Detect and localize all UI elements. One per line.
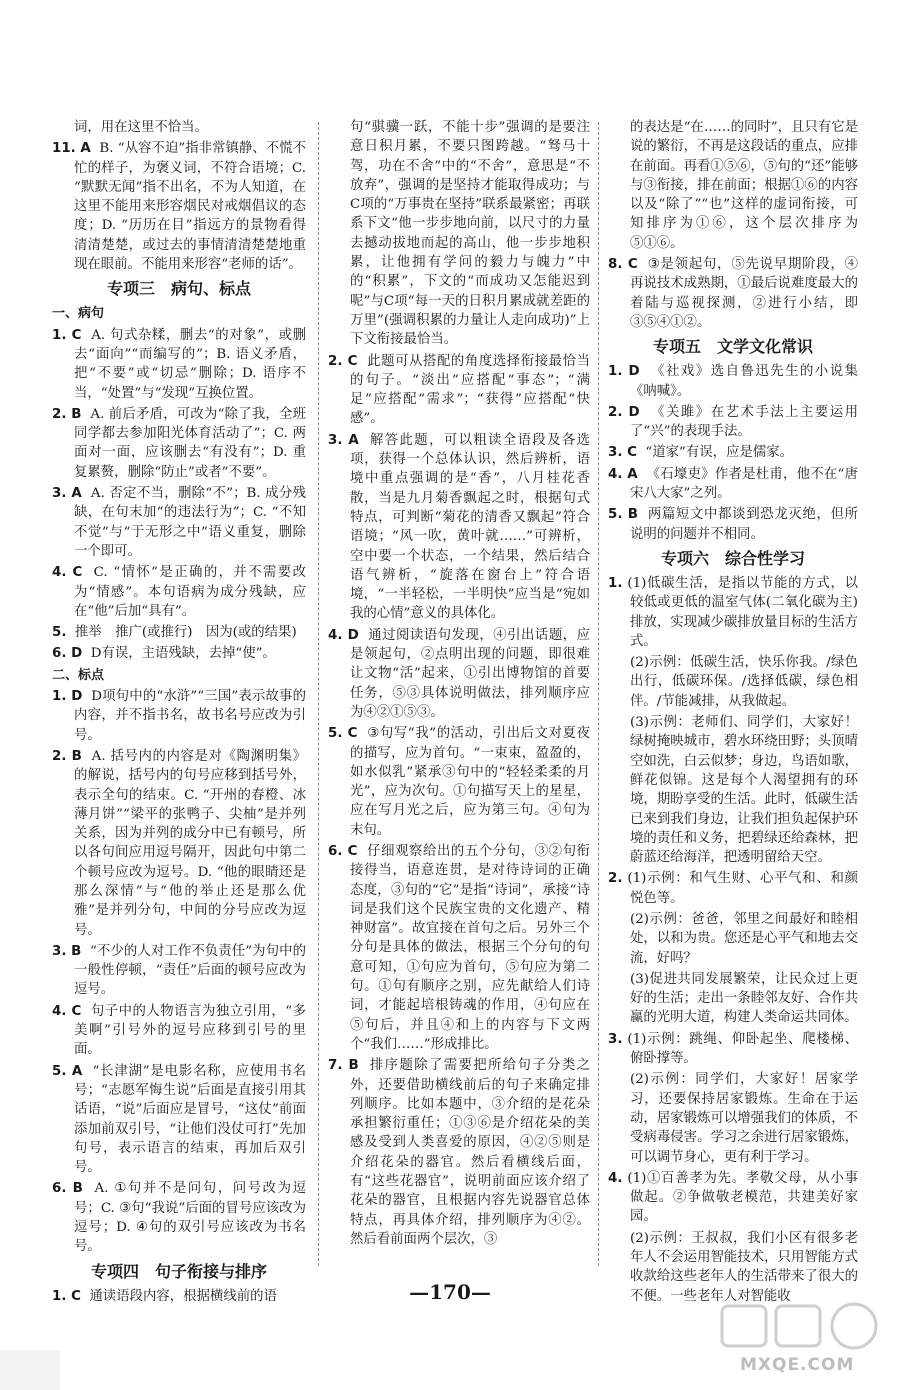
answer-item: 8. C ③是领起句，⑤先说早期阶段，④再说技术成熟期，①最后说难度最大的着陆与巡视探测，②进行小结，即③⑤④①②。 (608, 257, 858, 330)
subsection-title: 一、病句 (52, 306, 105, 322)
answer-item: 5. B 两篇短文中都谈到恐龙灭绝，但所说明的问题并不相同。 (608, 507, 859, 542)
answer-item: 5. 推举 推广(或推行) 因为(或的结果) (52, 625, 297, 641)
continued-text: 的表达是“在……的同时”，且只有它是说的繁衍，不再是这段话的重点，应排在前面。再看①⑤⑥，⑤句的“还”能够与③衔接，排在前面；根据①⑥的内容以及“除了”“也”这样的虚词衔接，可知排序为①⑥，这个层次排序为⑤①⑥。 (630, 120, 858, 251)
column-left (52, 118, 306, 1308)
answer-item: 5. A “长津湖”是电影名称，应使用书名号；“志愿军悔生说”后面是直接引用其话语，“说”后面应是冒号，“这仗”前面添加前双引号，“让他们没仗可打”先加句号，表示语言的结束，再加后双引号。 (52, 1063, 306, 1176)
answer-item: 2. B A. 括号内的内容是对《陶渊明集》的解说，括号内的句号应移到括号外，表示全句的结束。C. “开州的春橙、冰薄月饼”“梁平的张鸭子、尖柚”是并列关系，因为并列的成分中已有顿号，所以各句间应用逗号隔开，因此句中第二个顿号应改为逗号。D. “他的眼睛还是那么深情”与“他的举止还是那么优雅”是并列分句，中间的分号应改为逗号。 (52, 748, 307, 938)
section-title: 专项五 文学文化常识 (652, 337, 813, 357)
answer-text: B. “从容不迫”指非常镇静、不慌不忙的样子，为褒义词，不符合语境；C. “默默无闻”指不出名，不为人知道，在这里不能用来形容烟民对戒烟倡议的态度；D. “历历在目”指远方的景物看得清清楚楚，或过去的事情清清楚楚地重现在眼前。不能用来形容“老师的话”。 (74, 141, 307, 273)
answer-item: 1. C 通读语段内容，根据横线前的语 (52, 1288, 277, 1304)
answer-item: 2. D 《关雎》在艺术手法上主要运用了“兴”的表现手法。 (608, 404, 858, 440)
section-title: 专项四 句子衔接与排序 (90, 1261, 267, 1281)
answer-item: 5. C ③句写“我”的活动，引出后文对夏夜的描写，应为首句。“一束束，盈盈的，如水似乳”紧承③句中的“轻轻柔柔的月光”，应为次句。①句描写天上的星星，应在写月光之后，应为第三句。④句为末句。 (328, 726, 590, 838)
answer-item: 3. A A. 否定不当，删除“不”；B. 成分残缺，在句末加“的违法行为”；C. “不知不觉”与“于无形之中”语义重复，删除一个即可。 (52, 486, 306, 559)
column-middle (328, 118, 590, 1251)
answer-part: (3)示例：老师们、同学们，大家好！绿树掩映城市，碧水环绕田野；头顶晴空如洗，白云似梦；身边，鸟语如歌，鲜花似锦。这是每个人渴望拥有的环境，期盼享受的生活。此时，低碳生活已来到我们身边，让我们担负起保护环境的责任和义务，把碧绿还给森林，把蔚蓝还给海洋，把透明留给天空。 (630, 715, 858, 866)
answer-part: (2)示例：王叔叔，我们小区有很多老年人不会运用智能技术，只用智能方式收款给这些老年人的生活带来了很大的不便。一些老年人对智能收 (630, 1230, 858, 1304)
page-number: —170— (409, 1280, 491, 1304)
answer-item: 2. (1)示例：和气生财、心平气和、和颜悦色等。 (608, 871, 858, 906)
continued-text: 句“骐骥一跃，不能十步”强调的是要注意日积月累，不要只图跨越。“驽马十驾，功在不舍”中的“不舍”，意思是“不放弃”，强调的是坚持才能取得成功；与C项的“万事贵在坚持”联系最紧密；再联系下文“他一步步地向前，以尺寸的力量去撼动拔地而起的高山，他一步步地积累，让他拥有学问的毅力与魄力”中的“积累”，下文的“而成功又怎能迟到呢”与C项“每一天的日积月累成就差距的万里”(强调积累的力量让人走向成功)”上下文衔接最恰当。 (350, 120, 590, 348)
answer-item: 4. A 《石壕吏》作者是杜甫，他不在“唐宋八大家”之列。 (608, 466, 858, 502)
answer-item: 6. D D有误，主语残缺，去掉“使”。 (52, 646, 276, 662)
column-right (608, 118, 858, 1308)
answer-part: (2)示例：低碳生活，快乐你我。/绿色出行，低碳环保。/选择低碳，绿色相伴。/节能减排，从我做起。 (630, 655, 858, 709)
answer-item: 3. A 解答此题，可以粗读全语段及各选项，获得一个总体认识，然后辨析，语境中重点强调的是“香”，八月桂花香散，当是九月菊香飘起之时，根据句式特点，可判断“菊花的清香又飘起”符合语境；“风一吹，黄叶就……”可辨析，空中要一个状态，一个结果，然后结合语气辨析，“旋落在窗台上”符合语境，“一半轻松，一半明快”应当是“宛如我的心情”意义的具体化。 (328, 432, 591, 622)
answer-item (52, 139, 306, 274)
column-divider (318, 122, 320, 1266)
answer-item: 4. D 通过阅读语句发现，④引出话题，应是领起句，②点明出现的问题，即很难让文物“活”起来，①引出博物馆的首要任务，⑤③具体说明做法，排列顺序应为④②①⑤③。 (328, 627, 591, 720)
answer-item: 1. D 《社戏》选自鲁迅先生的小说集《呐喊》。 (608, 364, 858, 399)
answer-number: 11. A (52, 141, 91, 157)
answer-item: 4. (1)①百善孝为先。孝敬父母，从小事做起。②争做敬老模范，共建美好家园。 (608, 1170, 858, 1225)
answer-part: (2)示例：同学们，大家好！居家学习，还要保持居家锻炼。生命在于运动，居家锻炼可以增强我们的体质，不受病毒侵害。学习之余进行居家锻炼，可以调节身心，更有利于学习。 (630, 1072, 858, 1165)
answer-item: 2. C 此题可从搭配的角度选择衔接最恰当的句子。“淡出”应搭配“事态”；“满足”应搭配“需求”；“获得”应搭配“快感”。 (328, 353, 590, 427)
answer-item: 3. (1)示例：跳绳、仰卧起坐、爬楼梯、俯卧撑等。 (608, 1031, 858, 1067)
column-divider (598, 122, 600, 1266)
answer-item: 4. C C. “情怀”是正确的，并不需要改为“情感”。本句语病为成分残缺，应在“他”后加“具有”。 (52, 565, 306, 619)
answer-item: 7. B 排序题除了需要把所给句子分类之外，还要借助横线前后的句子来确定排列顺序。比如本题中，③介绍的是花朵承担繁衍重任；①③⑥是介绍花朵的美感及受到人类喜爱的原因，④②⑤则是介绍花朵的器官。然后看横线后面，有“这些花器官”，说明前面应该介绍了花朵的器官，且根据内容先说器官总体特点，再具体介绍，排列顺序为④②。然后看前面两个层次，③ (328, 1058, 591, 1247)
answer-item: 6. C 仔细观察给出的五个分句，③②句衔接得当，语意连贯，是对待诗词的正确态度，③句的“它”是指“诗词”，承接“诗词是我们这个民族宝贵的文化遗产、精神财富”。故宜接在首句之后。另外三个分句是具体的做法，根据三个分句的句意可知，①句应为首句，⑤句应为第二句。①句有顺序之别，应先献给人们诗词，才能起培根铸魂的作用，④句应在⑤句后，并且④和上的内容与下文两个“我们……”形成排比。 (328, 843, 590, 1052)
answer-item: 3. C “道家”有误，应是儒家。 (608, 445, 794, 461)
section-title: 专项六 综合性学习 (660, 548, 805, 568)
answer-item: 3. B “不少的人对工作不负责任”为句中的一般性停顿，“责任”后面的顿号应改为逗号。 (52, 943, 306, 998)
answer-item: 1. (1)低碳生活，是指以节能的方式，以较低或更低的温室气体(二氧化碳为主)排放，实现减少碳排放量目标的生活方式。 (608, 575, 858, 649)
watermark-url: MXQE.COM (740, 1355, 855, 1375)
answer-item: 1. D D项句中的“水浒”“三国”表示故事的内容，并不指书名，故书名号应改为引号。 (52, 689, 307, 743)
continued-text: 词，用在这里不恰当。 (74, 120, 208, 135)
scan-corner (0, 1350, 60, 1390)
subsection-title: 二、标点 (52, 667, 105, 683)
answer-item: 2. B A. 前后矛盾，可改为“除了我，全班同学都去参加阳光体育活动了”；C. 两面对一面，应该删去“有没有”；D. 重复累赘，删除“防止”或者“不要”。 (52, 406, 307, 480)
answer-part: (2)示例：爸爸，邻里之间最好和睦相处，以和为贵。您还是心平气和地去交流，好吗？ (630, 911, 858, 966)
section-title: 专项三 病句、标点 (106, 279, 251, 299)
answer-item: 4. C 句子中的人物语言为独立引用，“多美啊”引号外的逗号应移到引号的里面。 (52, 1003, 306, 1058)
answer-item: 1. C A. 句式杂糅，删去“的对象”，或删去“面向”“而编写的”；B. 语义矛盾，把“不要”或“切忌”删除；D. 语序不当，“处置”与“发现”互换位置。 (52, 327, 306, 401)
answer-part: (3)促进共同发展繁荣，让民众过上更好的生活；走出一条睦邻友好、合作共赢的光明大道，构建人类命运共同体。 (630, 971, 858, 1026)
answer-item: 6. B A. ①句并不是问句，问号改为逗号；C. ③句“我说”后面的冒号应该改为逗号；D. ④句的双引号应该改为书名号。 (52, 1181, 307, 1255)
